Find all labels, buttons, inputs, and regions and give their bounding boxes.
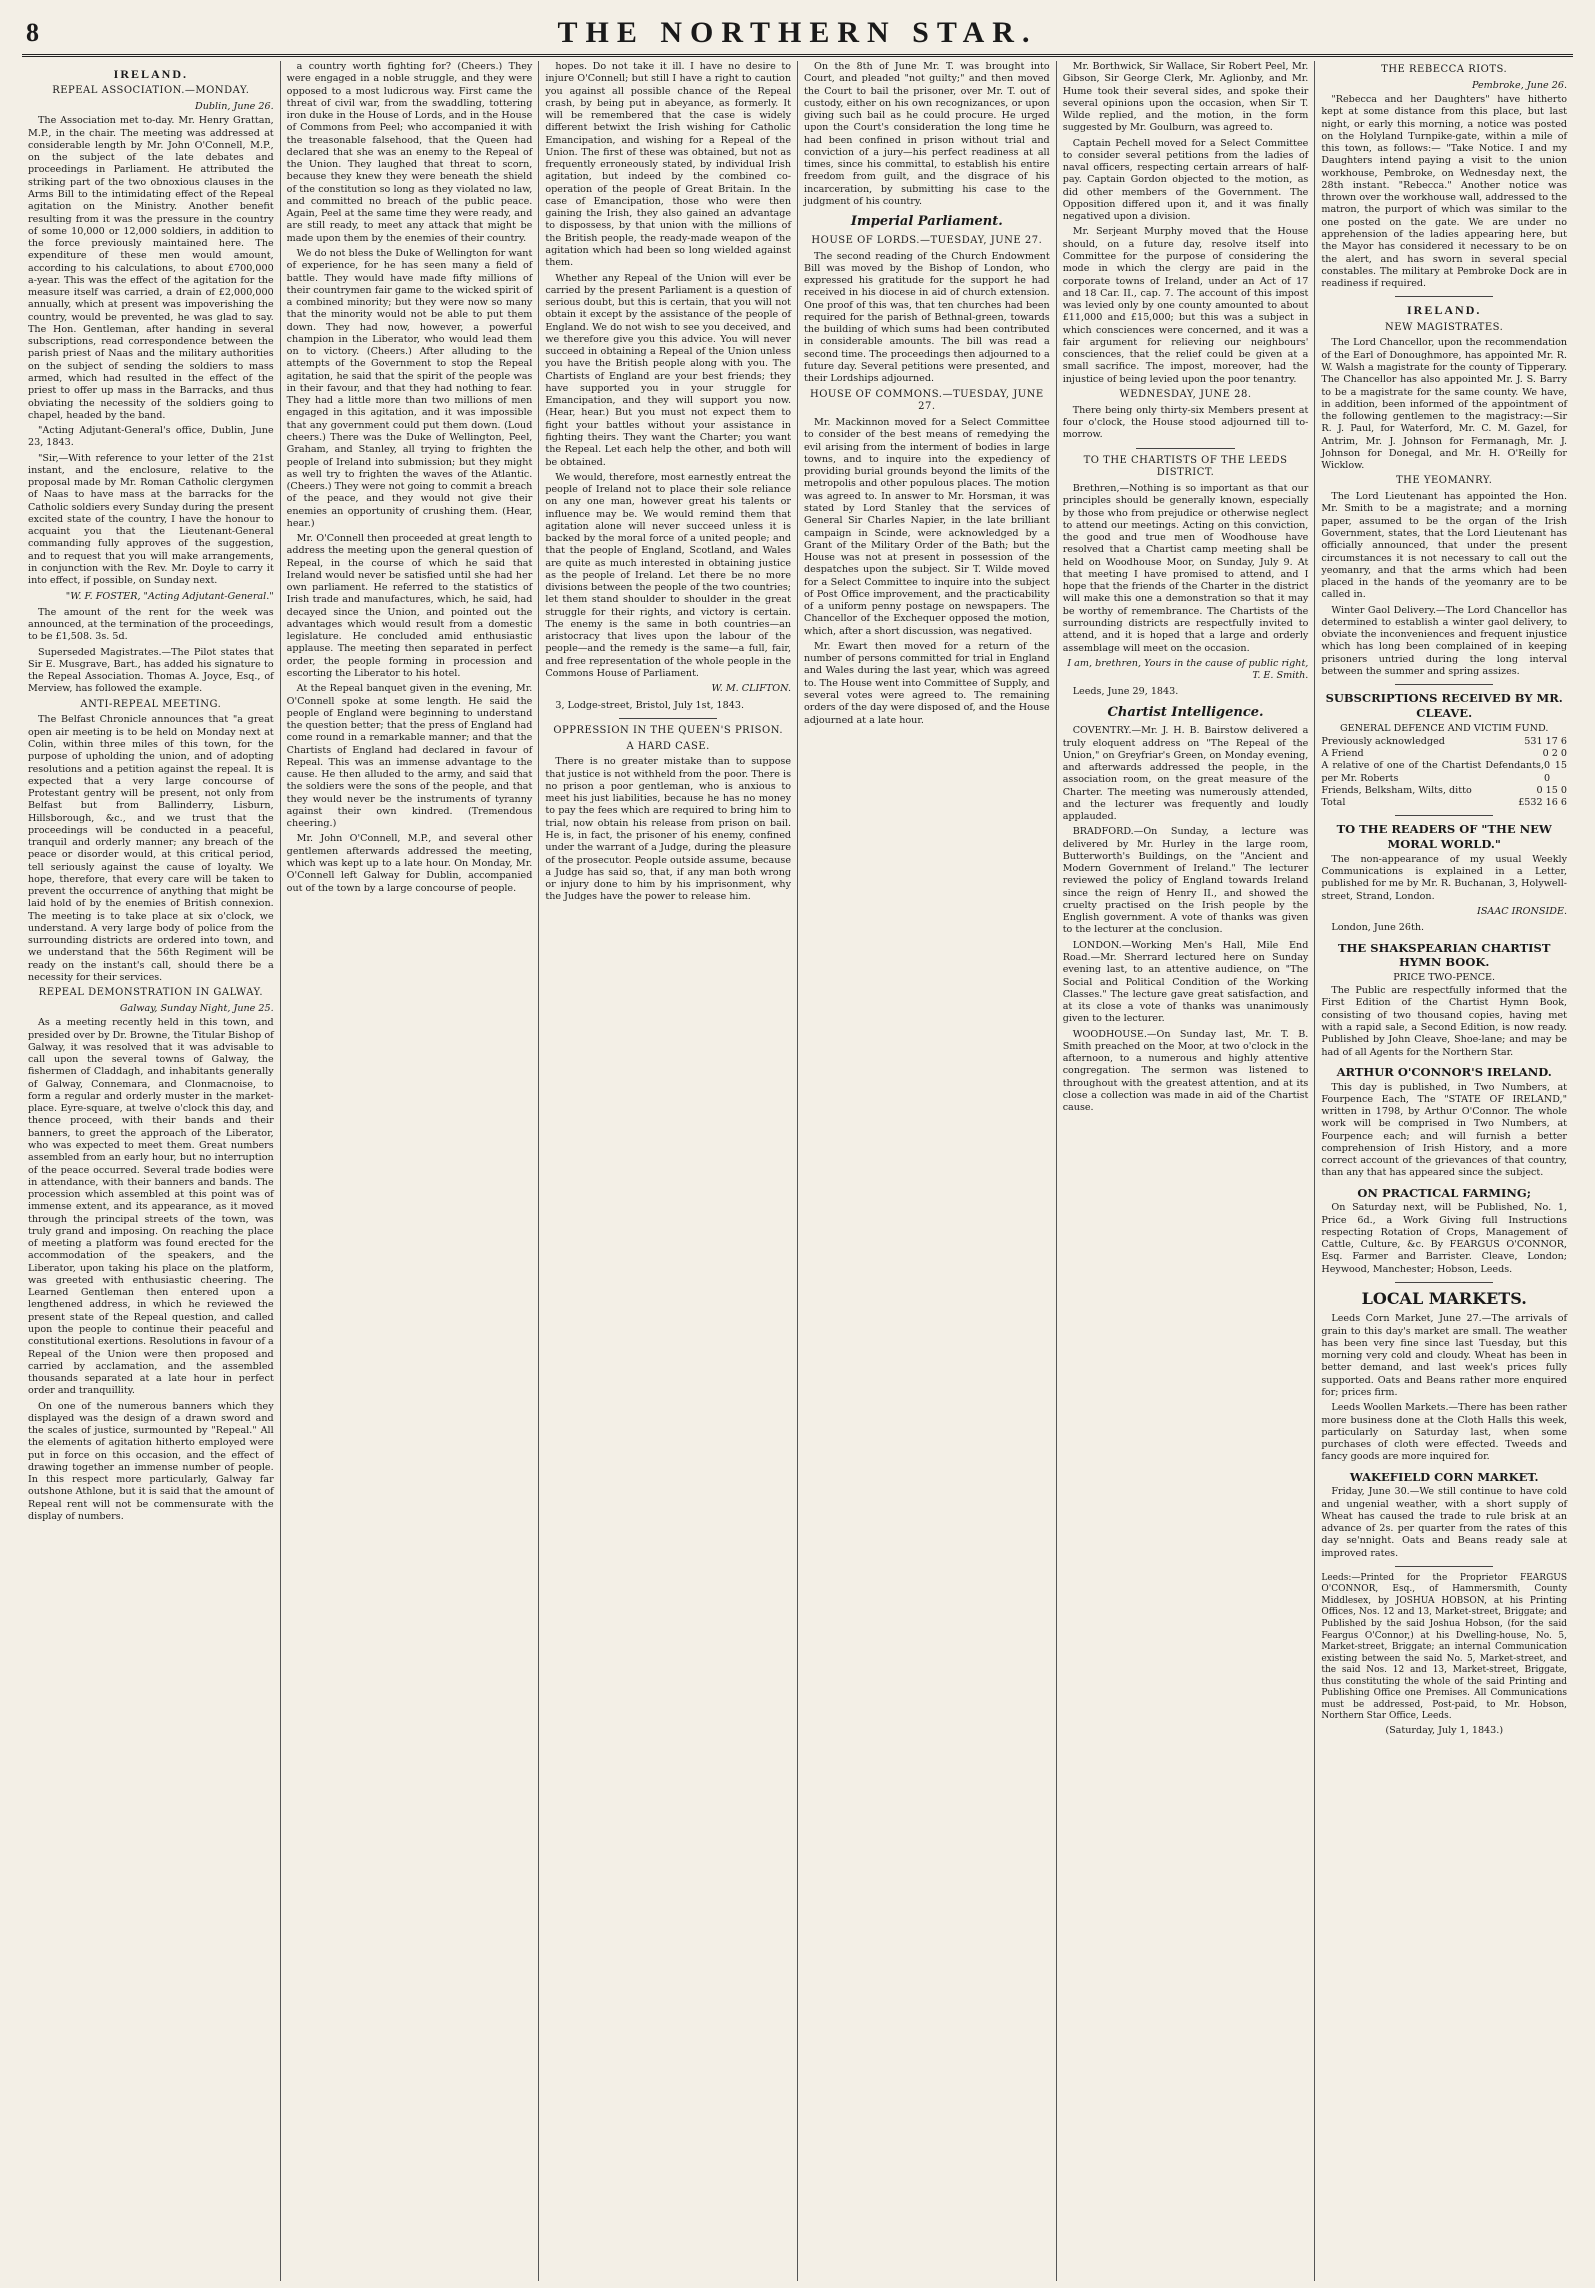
- imperial-parliament-heading: Imperial Parliament.: [850, 214, 1003, 230]
- subscription-label: A relative of one of the Chartist Defendants, per Mr. Roberts: [1321, 760, 1545, 784]
- readers-notice-title: TO THE READERS OF "THE NEW MORAL WORLD.": [1336, 822, 1552, 852]
- article-paragraph: Mr. Borthwick, Sir Wallace, Sir Robert Peel, Mr. Gibson, Sir George Clerk, Mr. Aglionby, and Mr. Hume took their several sides, and spoke their several opinions upon the occasion, when Sir T. Wilde replied, and the motion, in the form suggested by Mr. Goulburn, was agreed to.: [1062, 61, 1309, 134]
- divider: [1395, 1566, 1493, 1567]
- signature: W. M. CLIFTON.: [711, 683, 792, 695]
- dateline: Pembroke, June 26.: [1471, 79, 1568, 91]
- article-paragraph: Mr. Mackinnon moved for a Select Committee to consider of the best means of remedying the evil arising from the interment of bodies in large towns, and to inquire into the expediency of providing burial grounds beyond the limits of the metropolis and other populous places. The motion was agreed to. In answer to Mr. Horsman, it was stated by Lord Stanley that the services of General Sir Charles Napier, in the late brilliant campaign in Scinde, were acknowledged by a Grant of the Military Order of the Bath; but the House was not at present in possession of the despatches upon the subject. Sir T. Wilde moved for a Select Committee to inquire into the subject of Post Office improvement, and the practicability of a uniform penny postage on newspapers. The Chancellor of the Exchequer opposed the motion, which, after a short discussion, was negatived.: [804, 417, 1050, 637]
- subscription-label: Previously acknowledged: [1321, 735, 1445, 747]
- subscription-label: Total: [1321, 797, 1346, 809]
- divider: [1395, 1282, 1493, 1283]
- article-paragraph: We would, therefore, most earnestly entreat the people of Ireland not to place their sole reliance on any one man, however great his talents or influence may be. We would remind them that agitation alone will never succeed unless it is backed by the moral force of a united people; and that the people of England, Scotland, and Wales are quite as much interested in obtaining justice as the people of Ireland. Let there be no more divisions between the people of the two countries; let them stand shoulder to shoulder in the great struggle for their rights, and victory is certain. The enemy is the same in both countries—an aristocracy that lives upon the labour of the people—and the remedy is the same—a full, fair, and free representation of the whole people in the Commons House of Parliament.: [545, 471, 792, 680]
- article-paragraph: Mr. Ewart then moved for a return of the number of persons committed for trial in England and Wales during the last year, which was agreed to. The House went into Committee of Supply, and several votes were agreed to. The remaining orders of the day were disposed of, and the House adjourned at a late hour.: [804, 640, 1050, 726]
- divider: [1395, 815, 1493, 816]
- article-paragraph: Superseded Magistrates.—The Pilot states that Sir E. Musgrave, Bart., has added his signature to the Repeal Association. Thomas A. Joyce, Esq., of Merview, has followed the example.: [28, 646, 274, 695]
- article-paragraph: As a meeting recently held in this town, and presided over by Dr. Browne, the Titular Bishop of Galway, it was resolved that it was advisable to call upon the several towns of Galway, the fishermen of Claddagh, and inhabitants generally of Galway, Connemara, and Clonmacnoise, to form a regular and orderly muster in the market-place. Eyre-square, at twelve o'clock this day, and thence proceed, with their bands and their banners, to greet the approach of the Liberator, who was expected to meet them. Great numbers assembled from an early hour, but no interruption of the peace occurred. Several trade bodies were in attendance, with their banners and bands. The procession which assembled at this point was of immense extent, and its appearance, as it moved through the principal streets of the town, was truly grand and imposing. On reaching the place of meeting a platform was found erected for the accommodation of the speakers, and the Liberator, upon taking his place on the platform, was greeted with enthusiastic cheering. The Learned Gentleman then entered upon a lengthened address, in which he reviewed the present state of the Repeal question, and called upon the people to continue their peaceful and constitutional exertions. Resolutions in favour of a Repeal of the Union were then proposed and carried by acclamation, and the assembled thousands separated at a late hour in perfect order and tranquillity.: [28, 1017, 274, 1397]
- subscriptions-title: SUBSCRIPTIONS RECEIVED BY MR. CLEAVE.: [1325, 691, 1563, 720]
- article-paragraph: Leeds Corn Market, June 27.—The arrivals of grain to this day's market are small. The weather has been very fine since last Tuesday, but this morning very cold and cloudy. Wheat has been in better demand, and last week's prices fully supported. Oats and Beans rather more enquired for; prices firm.: [1321, 1313, 1568, 1399]
- article-paragraph: There is no greater mistake than to suppose that justice is not withheld from the poor. There is no prison a poor gentleman, who is anxious to meet his just liabilities, because he has no money to pay the fees which are required to bring him to trial, now obtain his release from prison on bail. He is, in fact, the prisoner of his enemy, confined under the warrant of a Judge, during the pleasure of the prosecutor. People outside assume, because a Judge has said so, that, if any man both wrong or injury done to him by his imprisonment, why the Judges have the power to release him.: [545, 756, 792, 903]
- column-1: [22, 61, 281, 2281]
- page-number: 8: [26, 18, 39, 47]
- subscription-row: [1321, 748, 1567, 760]
- article-paragraph: "Sir,—With reference to your letter of the 21st instant, and the enclosure, relative to the proposal made by Mr. Roman Catholic clergymen of Naas to have mass at the barracks for the Catholic soldiers every Sunday during the present excited state of the country, I have the honour to acquaint you that the Lieutenant-General commanding fully approves of the suggestion, and to request that you will make arrangements, in conjunction with the Rev. Mr. Doyle to carry it into effect, if possible, on Sunday next.: [28, 452, 274, 587]
- divider: [619, 718, 717, 719]
- anti-repeal-title: ANTI-REPEAL MEETING.: [80, 698, 222, 710]
- wednesday-title: WEDNESDAY, JUNE 28.: [1119, 388, 1252, 400]
- subscription-row: [1321, 785, 1567, 797]
- house-of-lords-title: HOUSE OF LORDS.—TUESDAY, JUNE 27.: [811, 234, 1043, 246]
- hymn-book-price: PRICE TWO-PENCE.: [1393, 971, 1496, 983]
- oppression-subtitle: A HARD CASE.: [626, 740, 710, 752]
- dateline: Dublin, June 26.: [195, 101, 274, 113]
- article-paragraph: Brethren,—Nothing is so important as that our principles should be generally known, especially by those who from prejudice or otherwise neglect to attend our meetings. Acting on this conviction, the good and true men of Woodhouse have resolved that a Chartist camp meeting shall be held on Woodhouse Moor, on Sunday, July 9. At that meeting I have promised to attend, and I hope that the friends of the Charter in the district will make this one a demonstration so that it may be worthy of remembrance. The Chartists of the surrounding districts are respectfully invited to attend, and it is hoped that a large and orderly assemblage will meet on the occasion.: [1062, 483, 1309, 654]
- subscription-amount: £532 16 6: [1518, 797, 1568, 809]
- column-5: [1057, 61, 1316, 2281]
- subscription-label: A Friend: [1321, 748, 1364, 760]
- divider: [1395, 684, 1493, 685]
- notice-date: London, June 26th.: [1331, 922, 1425, 934]
- practical-farming-title: ON PRACTICAL FARMING;: [1357, 1185, 1531, 1200]
- article-paragraph: LONDON.—Working Men's Hall, Mile End Road.—Mr. Sherrard lectured here on Sunday evening last, to an attentive audience, on "The Social and Political Condition of the Working Classes." The lecture gave great satisfaction, and at its close a vote of thanks was unanimously given to the lecturer.: [1062, 939, 1309, 1025]
- galway-title: REPEAL DEMONSTRATION IN GALWAY.: [38, 987, 263, 999]
- chartist-intelligence-heading: Chartist Intelligence.: [1107, 704, 1264, 720]
- masthead: [22, 10, 1573, 57]
- article-paragraph: Mr. O'Connell then proceeded at great length to address the meeting upon the general question of Repeal, in the course of which he said that Ireland would never be satisfied until she had her own parliament. He referred to the statistics of Irish trade and manufactures, which, he said, had decayed since the Union, and pointed out the advantages which would result from a domestic legislature. He concluded amid enthusiastic applause. The meeting then separated in perfect order, the people forming in procession and escorting the Liberator to his hotel.: [286, 533, 533, 680]
- article-paragraph: Friday, June 30.—We still continue to have cold and ungenial weather, with a short supply of Wheat has caused the trade to rule brisk at an advance of 2s. per quarter from the rates of this day se'nnight. Oats and Beans ready sale at improved rates.: [1321, 1486, 1568, 1559]
- article-paragraph: WOODHOUSE.—On Sunday last, Mr. T. B. Smith preached on the Moor, at two o'clock in the afternoon, to a numerous and highly attentive congregation. The sermon was listened to throughout with the greatest attention, and at its close a collection was made in aid of the Chartist cause.: [1062, 1028, 1309, 1114]
- article-paragraph: Mr. Serjeant Murphy moved that the House should, on a future day, resolve itself into Committee for the purpose of considering the mode in which the clergy are paid in the corporate towns of Ireland, under an Act of 17 and 18 Car. II., cap. 7. The account of this impost was levied only by one county amounted to about £11,000 and £15,000; but this was a subject in which consciences were concerned, and it was a fair argument for relieving our neighbours' consciences, that the relief could be given at a small sacrifice. The impost, moreover, had the injustice of being levied upon the poor tenantry.: [1062, 226, 1309, 385]
- arthur-oconnor-title: ARTHUR O'CONNOR'S IRELAND.: [1336, 1064, 1552, 1079]
- article-paragraph: Leeds Woollen Markets.—There has been rather more business done at the Cloth Halls this week, particularly on Saturday last, when some purchases of cloth were effected. Tweeds and fancy goods are more inquired for.: [1321, 1402, 1568, 1463]
- printer-imprint: Leeds:—Printed for the Proprietor FEARGUS O'CONNOR, Esq., of Hammersmith, County Middlesex, by JOSHUA HOBSON, at his Printing Offices, Nos. 12 and 13, Market-street, Briggate; and Published by the said Joshua Hobson, (for the said Feargus O'Connor,) at his Dwelling-house, No. 5, Market-street, Briggate; an internal Communication existing between the said No. 5, Market-street, and the said Nos. 12 and 13, Market-street, Briggate, thus constituting the whole of the said Printing and Publishing Office one Premises. All Communications must be addressed, Post-paid, to Mr. Hobson, Northern Star Office, Leeds.: [1321, 1572, 1568, 1722]
- article-paragraph: COVENTRY.—Mr. J. H. B. Bairstow delivered a truly eloquent address on "The Repeal of the Union," on Greyfriar's Green, on Monday evening, and afterwards addressed the people, in the association room, on the great measure of the Charter. The meeting was numerously attended, and the lecturer was frequently and loudly applauded.: [1062, 725, 1309, 823]
- subscription-row: [1321, 760, 1567, 785]
- article-paragraph: The Lord Lieutenant has appointed the Hon. Mr. Smith to be a magistrate; and a morning paper, assumed to be the organ of the Irish Government, states, that the Lord Lieutenant has officially announced, that under the present circumstances it is not necessary to call out the yeomanry, and that the arms which had been placed in the hands of the yeomanry are to be called in.: [1321, 491, 1568, 601]
- section-ireland-2: IRELAND.: [1407, 303, 1482, 318]
- article-paragraph: hopes. Do not take it ill. I have no desire to injure O'Connell; but still I have a right to caution you against all possible chance of the Repeal crash, by being put in abeyance, as formerly. It will be remembered that the case is widely different betwixt the Irish wishing for Catholic Emancipation, and wishing for a Repeal of the Union. The first of these was obtained, but not as frequently erroneously stated, by individual Irish agitation, but indeed by the combined co-operation of the people of Great Britain. In the case of Emancipation, those who were then gaining the Irish, they also gained an advantage to dispossess, by that union with the millions of the British people, the ready-made weapon of the agitation which had been so long wielded against them.: [545, 61, 792, 269]
- dateline: Galway, Sunday Night, June 25.: [119, 1003, 274, 1015]
- article-paragraph: The Belfast Chronicle announces that "a great open air meeting is to be held on Monday next at Colin, within three miles of this town, for the purpose of upholding the union, and of adopting resolutions and a petition against the repeal. It is expected that a very large concourse of Protestant gentry will be present, not only from Belfast but from Ballinderry, Lisburn, Hillsborough, &c., and we trust that the proceedings will be conducted in a peaceful, tranquil and orderly manner; any breach of the peace or disorder would, at this critical period, tell seriously against the cause of loyalty. We hope, therefore, that every care will be taken to prevent the occurrence of anything that might be laid hold of by the enemies of British connexion. The meeting is to take place at six o'clock, we understand. A very large body of police from the surrounding districts are ordered into town, and we understand that the 56th Regiment will be ready on the instant's call, should there be a necessity for their services.: [28, 714, 274, 984]
- article-paragraph: At the Repeal banquet given in the evening, Mr. O'Connell spoke at some length. He said the people of England were beginning to understand the question better; that the press of England had come round in a remarkable manner; and that the Chartists of England had declared in favour of Repeal. This was an immense advantage to the cause. He then alluded to the army, and said that the soldiers were the sons of the people, and that they would never be the instruments of tyranny against their own kindred. (Tremendous cheering.): [286, 683, 533, 830]
- signature-address: 3, Lodge-street, Bristol, July 1st, 1843.: [555, 699, 745, 711]
- article-paragraph: Winter Gaol Delivery.—The Lord Chancellor has determined to establish a winter gaol delivery, to obviate the inconveniences and frequent injustice which has long been complained of in keeping prisoners untried during the long interval between the summer and spring assizes.: [1321, 604, 1568, 677]
- subscription-amount: 531 17 6: [1524, 735, 1568, 747]
- subscription-amount: 0 15 0: [1536, 784, 1568, 796]
- subscription-row: [1321, 797, 1567, 809]
- article-paragraph: a country worth fighting for? (Cheers.) They were engaged in a noble struggle, and they were opposed to a most ludicrous way. First came the threat of civil war, from the swaddling, tottering iron duke in the House of Lords, and in the House of Commons from Peel; who accompanied it with the treasonable falsehood, that the Queen had declared that she was an enemy to the Repeal of the Union. They laughed that threat to scorn, because they knew they were beneath the shield of the constitution so long as they violated no law, and committed no breach of the public peace. Again, Peel at the same time they were ready, and are still ready, to meet any attack that might be made upon them by the enemies of their country.: [286, 61, 533, 244]
- subscription-label: Friends, Belksham, Wilts, ditto: [1321, 784, 1472, 796]
- article-paragraph: Mr. John O'Connell, M.P., and several other gentlemen afterwards addressed the meeting, which was kept up to a late hour. On Monday, Mr. O'Connell left Galway for Dublin, accompanied out of the town by a large concourse of people.: [286, 833, 533, 894]
- article-paragraph: On Saturday next, will be Published, No. 1, Price 6d., a Work Giving full Instructions respecting Rotation of Crops, Management of Cattle, Culture, &c. By FEARGUS O'CONNOR, Esq. Farmer and Barrister. Cleave, London; Heywood, Manchester; Hobson, Leeds.: [1321, 1202, 1568, 1275]
- yeomanry-subtitle: THE YEOMANRY.: [1395, 475, 1493, 487]
- article-paragraph: The non-appearance of my usual Weekly Communications is explained in a Letter, published for me by Mr. R. Buchanan, 3, Holywell-street, Strand, London.: [1321, 853, 1568, 902]
- article-paragraph: BRADFORD.—On Sunday, a lecture was delivered by Mr. Hurley in the large room, Butterworth's Buildings, on the "Ancient and Modern Government of Ireland." The lecturer reviewed the policy of England towards Ireland since the reign of Henry II., and showed the cruelty practised on the Irish people by the English government. A vote of thanks was given to the lecturer at the conclusion.: [1062, 826, 1309, 936]
- notice-heading: "Acting Adjutant-General's office, Dublin, June 23, 1843.: [28, 425, 274, 449]
- repeal-association-title: REPEAL ASSOCIATION.—MONDAY.: [52, 85, 250, 97]
- column-2: [281, 61, 540, 2281]
- divider: [1136, 448, 1234, 449]
- chartists-letter-title: TO THE CHARTISTS OF THE LEEDS DISTRICT.: [1083, 454, 1288, 479]
- article-paragraph: On one of the numerous banners which they displayed was the design of a drawn sword and the scales of justice, surmounted by "Repeal." All the elements of agitation hitherto employed were put in force on this occasion, and the effect of drawing together an immense number of people. In this respect more particularly, Galway far outshone Athlone, but it is said that the amount of Repeal rent will not be commensurate with the display of numbers.: [28, 1400, 274, 1522]
- column-6: [1315, 61, 1573, 2281]
- issue-date: (Saturday, July 1, 1843.): [1385, 1724, 1504, 1736]
- divider: [1395, 296, 1493, 297]
- section-ireland: IRELAND.: [113, 67, 188, 81]
- article-paragraph: The Association met to-day. Mr. Henry Grattan, M.P., in the chair. The meeting was addressed at considerable length by Mr. John O'Connell, M.P., on the subject of the late debates and proceedings in Parliament. He attributed the striking part of the two obnoxious clauses in the Arms Bill to the intimidating effect of the Repeal agitation on the Ministry. Another benefit resulting from it was the pressure in the country of some 10,000 or 12,000 soldiers, in addition to the force previously maintained here. The expenditure of these men would amount, according to his calculations, to about £700,000 a-year. This was the effect of the agitation for the measure itself was carried, a drain of £2,000,000 annually, which at present was impoverishing the country, would be prevented, he was glad to say. The Hon. Gentleman, after handing in several subscriptions, read correspondence between the parish priest of Naas and the military authorities on the subject of sending the soldiers to mass armed, which had resulted in the effect of the priest to offer up mass in the Barracks, and thus obviating the necessity of the soldiers going to chapel, headed by the band.: [28, 115, 274, 421]
- oppression-title: OPPRESSION IN THE QUEEN'S PRISON.: [553, 724, 783, 736]
- article-paragraph: The Public are respectfully informed that the First Edition of the Chartist Hymn Book, consisting of two thousand copies, having met with a rapid sale, a Second Edition, is now ready. Published by John Cleave, Shoe-lane; and may be had of all Agents for the Northern Star.: [1321, 985, 1568, 1058]
- subscriptions-subtitle: GENERAL DEFENCE AND VICTIM FUND.: [1339, 722, 1549, 734]
- article-paragraph: There being only thirty-six Members present at four o'clock, the House stood adjourned till to-morrow.: [1062, 404, 1309, 441]
- newspaper-title: THE NORTHERN STAR.: [557, 16, 1038, 49]
- subscription-amount: 0 15 0: [1544, 760, 1568, 784]
- article-paragraph: Whether any Repeal of the Union will ever be carried by the present Parliament is a question of serious doubt, but this is certain, that you will not obtain it except by the assistance of the people of England. We do not wish to see you deceived, and we therefore give you this advice. You will never succeed in obtaining a Repeal of the Union unless you have the British people along with you. The Chartists of England are your best friends; they have supported you in your struggle for Emancipation, and they will support you now. (Hear, hear.) But you must not expect them to fight your battles without your assistance in fighting theirs. They want the Charter; you want the Repeal. Let each help the other, and both will be obtained.: [545, 272, 792, 468]
- columns: [22, 61, 1573, 2281]
- article-paragraph: "Rebecca and her Daughters" have hitherto kept at some distance from this place, but last night, or early this morning, a notice was posted on the Holyland Turnpike-gate, within a mile of this town, as follows:— "Take Notice. I and my Daughters intend paying a visit to the union workhouse, Pembroke, on Wednesday next, the 28th instant. "Rebecca." Another notice was thrown over the workhouse wall, addressed to the matron, the purport of which was similar to the one posted on the gate. We are under no apprehension of the ladies appearing here, but the Mayor has considered it necessary to be on the alert, and has sworn in several special constables. The military at Pembroke Dock are in readiness if required.: [1321, 94, 1568, 290]
- subscription-amount: 0 2 0: [1542, 748, 1568, 760]
- subscription-row: [1321, 736, 1567, 748]
- hymn-book-title: THE SHAKSPEARIAN CHARTIST HYMN BOOK.: [1338, 940, 1551, 970]
- signature: ISAAC IRONSIDE.: [1477, 905, 1568, 917]
- house-of-commons-title: HOUSE OF COMMONS.—TUESDAY, JUNE 27.: [810, 388, 1044, 413]
- signature: I am, brethren, Yours in the cause of public right, T. E. Smith.: [1067, 657, 1309, 682]
- article-paragraph: The amount of the rent for the week was announced, at the termination of the proceedings, to be £1,508. 3s. 5d.: [28, 606, 274, 643]
- letter-date: Leeds, June 29, 1843.: [1072, 686, 1179, 698]
- local-markets-heading: LOCAL MARKETS.: [1361, 1288, 1527, 1308]
- article-paragraph: Captain Pechell moved for a Select Committee to consider several petitions from the ladies of naval officers, respecting certain arrears of half-pay. Captain Gordon objected to the motion, as did other members of the Government. The Opposition differed upon it, and it was finally negatived upon a division.: [1062, 137, 1309, 223]
- article-paragraph: On the 8th of June Mr. T. was brought into Court, and pleaded "not guilty;" and then moved the Court to bail the prisoner, over Mr. T. out of custody, either on his own recognizances, or upon giving such bail as he could procure. He urged upon the Court's consideration the long time he had been confined in prison without trial and conviction of a jury—his perfect readiness at all times, since his committal, to establish his entire freedom from guilt, and the disgrace of his incarceration, by submitting his case to the judgment of his country.: [804, 61, 1050, 207]
- signature: "W. F. FOSTER, "Acting Adjutant-General.": [65, 590, 274, 602]
- article-paragraph: This day is published, in Two Numbers, at Fourpence Each, The "STATE OF IRELAND," written in 1798, by Arthur O'Connor. The whole work will be comprised in Two Numbers, at Fourpence each; and will furnish a better comprehension of Irish History, and a more correct account of the grievances of that country, than any that has appeared since the subject.: [1321, 1081, 1568, 1179]
- wakefield-market-title: WAKEFIELD CORN MARKET.: [1349, 1469, 1539, 1484]
- rebecca-riots-title: THE REBECCA RIOTS.: [1381, 64, 1508, 75]
- article-paragraph: The second reading of the Church Endowment Bill was moved by the Bishop of London, who expressed his gratitude for the support he had received in his diocese in aid of church extension. One proof of this was, that ten churches had been required for the parish of Bethnal-green, towards the building of which sums had been contributed in considerable amounts. The bill was read a second time. The proceedings then adjourned to a future day. Several petitions were presented, and their Lordships adjourned.: [804, 250, 1050, 385]
- article-paragraph: The Lord Chancellor, upon the recommendation of the Earl of Donoughmore, has appointed Mr. R. W. Walsh a magistrate for the county of Tipperary. The Chancellor has also appointed Mr. J. S. Barry to be a magistrate for the same county. We have, in addition, been informed of the appointment of the following gentlemen to the magistracy:—Sir R. J. Paul, for Waterford, Mr. C. M. Gazel, for Antrim, Mr. J. Johnson for Fermanagh, Mr. J. Johnson for Donegal, and Mr. H. O'Reilly for Wicklow.: [1321, 337, 1568, 472]
- subscriptions-list: [1321, 736, 1567, 810]
- new-magistrates-subtitle: NEW MAGISTRATES.: [1385, 321, 1504, 333]
- column-4: [798, 61, 1057, 2281]
- article-paragraph: We do not bless the Duke of Wellington for want of experience, for he has seen many a field of battle. They would have made fifty millions of their countrymen fair game to the wicked spirit of a combined minority; but they were now so many that the minority would not be able to put them down. They had now, however, a powerful champion in the Liberator, who would lead them on to victory. (Cheers.) After alluding to the attempts of the Government to stop the Repeal agitation, he said that the spirit of the people was in their favour, and that they had nothing to fear. They had a little more than two millions of men engaged in this agitation, and it was impossible that any government could put them down. (Loud cheers.) There was the Duke of Wellington, Peel, Graham, and Stanley, all trying to frighten the people of Ireland into submission; but they might as well try to frighten the waves of the Atlantic. (Cheers.) They were not going to commit a breach of the peace, and they would not give their enemies an opportunity of crushing them. (Hear, hear.): [286, 247, 533, 529]
- column-3: [539, 61, 798, 2281]
